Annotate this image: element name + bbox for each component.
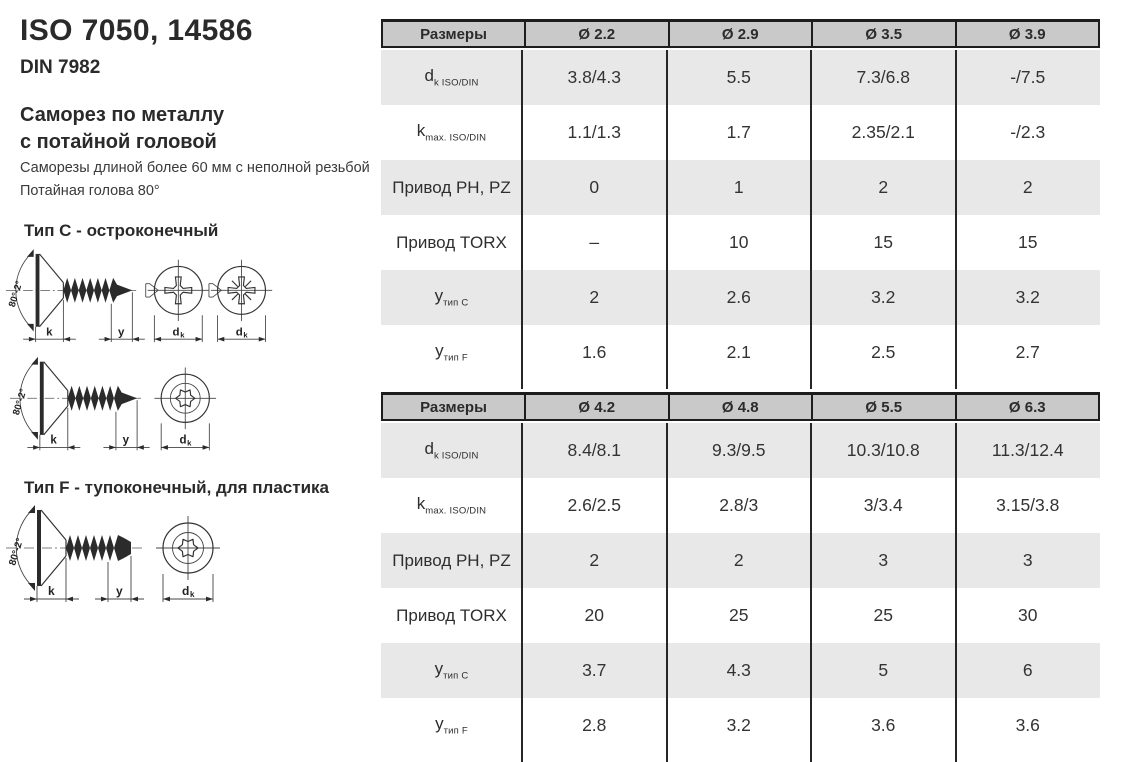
diameter-column-header: Ø 6.3 <box>955 395 1099 419</box>
angle-label: 80°-2° <box>7 536 27 567</box>
value-cell: 4.3 <box>726 660 751 680</box>
value-cell: 15 <box>1018 232 1038 252</box>
value-cell: 3.2 <box>1015 287 1040 307</box>
value-cell: -/7.5 <box>1010 67 1046 87</box>
row-label: Привод TORX <box>396 232 507 252</box>
value-cell: 9.3/9.5 <box>711 440 766 460</box>
row-label: $d_{k ISO/DIN}$ <box>424 439 479 462</box>
angle-label: 80°-2° <box>6 279 26 309</box>
value-cell: 25 <box>729 605 749 625</box>
value-cell: 15 <box>873 232 893 252</box>
column-divider <box>810 423 812 762</box>
table-row <box>381 423 1100 478</box>
angle-label: 80°-2° <box>11 387 30 417</box>
dk-dim-label: d <box>172 326 180 339</box>
value-cell: 3.6 <box>871 715 896 735</box>
value-cell: 2.7 <box>1015 342 1040 362</box>
value-cell: 3.7 <box>582 660 607 680</box>
table-row <box>381 325 1100 380</box>
dimensions-table-large <box>381 392 1100 753</box>
column-divider <box>810 50 812 389</box>
value-cell: 2 <box>1022 177 1033 197</box>
value-cell: 2.35/2.1 <box>851 122 915 142</box>
column-divider <box>955 50 957 389</box>
value-cell: 7.3/6.8 <box>856 67 911 87</box>
table-row <box>381 50 1100 105</box>
torx-recess-view-icon <box>156 516 220 602</box>
value-cell: 5 <box>878 660 889 680</box>
value-cell: 8.4/8.1 <box>567 440 622 460</box>
value-cell: – <box>589 232 600 252</box>
value-cell: -/2.3 <box>1010 122 1046 142</box>
value-cell: 6 <box>1022 660 1033 680</box>
value-cell: 3.2 <box>871 287 896 307</box>
table-row <box>381 643 1100 698</box>
type-f-drawing <box>4 502 224 612</box>
value-cell: 1.1/1.3 <box>567 122 622 142</box>
column-divider <box>666 50 668 389</box>
table-row <box>381 105 1100 160</box>
table-row <box>381 160 1100 215</box>
torx-recess-view-icon <box>154 367 216 450</box>
y-dim-label: y <box>117 326 125 339</box>
value-cell: 2.6 <box>726 287 751 307</box>
diameter-column-header: Ø 2.2 <box>524 22 668 46</box>
value-cell: 2.1 <box>726 342 751 362</box>
column-divider <box>666 423 668 762</box>
value-cell: 1 <box>733 177 744 197</box>
dk-dim-sub: k <box>243 330 248 340</box>
value-cell: 3 <box>878 550 889 570</box>
type-f-heading: Тип F - тупоконечный, для пластика <box>24 478 329 497</box>
value-cell: 3.8/4.3 <box>567 67 622 87</box>
dimension-k <box>27 408 80 450</box>
k-dim-label: k <box>46 326 53 339</box>
value-cell: 3.15/3.8 <box>996 495 1060 515</box>
row-label: $k_{max. ISO/DIN}$ <box>416 494 487 517</box>
screw-side-view-icon <box>6 505 144 602</box>
y-dim-label: y <box>122 434 130 447</box>
row-label: $d_{k ISO/DIN}$ <box>424 66 479 89</box>
value-cell: 2 <box>589 550 600 570</box>
column-divider <box>521 423 523 762</box>
value-cell: 2 <box>733 550 744 570</box>
k-dim-label: k <box>50 434 57 447</box>
screw-side-view-icon <box>6 249 145 342</box>
value-cell: 2 <box>878 177 889 197</box>
table-row <box>381 698 1100 753</box>
table-row <box>381 478 1100 533</box>
value-cell: 3 <box>1022 550 1033 570</box>
table-header-row <box>381 392 1100 421</box>
value-cell: 1.6 <box>582 342 607 362</box>
dk-dim-label: d <box>235 326 243 339</box>
table-body <box>381 50 1100 380</box>
dimension-k <box>23 300 76 342</box>
value-cell: 5.5 <box>726 67 751 87</box>
row-label: $y_{тип F}$ <box>435 714 468 737</box>
product-heading <box>20 102 224 156</box>
description-line1: Саморезы длиной более 60 мм с неполной резьбой <box>20 160 370 176</box>
value-cell: 30 <box>1018 605 1038 625</box>
row-label: Привод PH, PZ <box>392 550 511 570</box>
dk-dim-sub: k <box>187 438 192 448</box>
dimensions-column-header: Размеры <box>420 399 487 416</box>
k-dim-label: k <box>48 584 55 598</box>
value-cell: 2 <box>589 287 600 307</box>
value-cell: 2.6/2.5 <box>567 495 622 515</box>
row-label: $k_{max. ISO/DIN}$ <box>416 121 487 144</box>
diameter-column-header: Ø 4.8 <box>668 395 812 419</box>
table-body <box>381 423 1100 753</box>
type-c-torx-drawing <box>4 354 224 458</box>
value-cell: 2.8/3 <box>719 495 759 515</box>
product-heading-line1: Саморез по металлу <box>20 104 225 126</box>
value-cell: 1.7 <box>726 122 751 142</box>
y-dim-label: y <box>116 584 123 598</box>
type-c-heading: Тип C - остроконечный <box>24 221 219 240</box>
type-c-drawing <box>4 246 276 350</box>
dk-dim-label: d <box>182 584 190 598</box>
row-label: $y_{тип C}$ <box>434 659 469 682</box>
value-cell: 10 <box>729 232 749 252</box>
ph-recess-view-icon <box>146 260 209 342</box>
row-label: $y_{тип C}$ <box>434 286 469 309</box>
column-divider <box>955 423 957 762</box>
dk-dim-sub: k <box>180 330 185 340</box>
description-line2: Потайная голова 80° <box>20 183 160 199</box>
diameter-column-header: Ø 4.2 <box>524 395 668 419</box>
diameter-column-header: Ø 3.5 <box>811 22 955 46</box>
dk-dim-label: d <box>179 434 187 447</box>
column-divider <box>521 50 523 389</box>
value-cell: 3.2 <box>726 715 751 735</box>
table-header-row <box>381 19 1100 48</box>
dk-dim-sub: k <box>190 590 195 599</box>
table-row <box>381 588 1100 643</box>
row-label: Привод TORX <box>396 605 507 625</box>
dimension-y <box>95 556 144 602</box>
value-cell: 25 <box>873 605 893 625</box>
row-label: Привод PH, PZ <box>392 177 511 197</box>
value-cell: 10.3/10.8 <box>846 440 920 460</box>
value-cell: 20 <box>584 605 604 625</box>
product-heading-line2: с потайной головой <box>20 131 217 153</box>
table-row <box>381 270 1100 325</box>
value-cell: 3.6 <box>1015 715 1040 735</box>
left-info-pane <box>0 0 378 753</box>
value-cell: 2.8 <box>582 715 607 735</box>
row-label: $y_{тип F}$ <box>435 341 468 364</box>
dimensions-column-header: Размеры <box>420 26 487 43</box>
din-subtitle: DIN 7982 <box>20 57 101 78</box>
diameter-column-header: Ø 2.9 <box>668 22 812 46</box>
product-description <box>20 157 370 203</box>
diameter-column-header: Ø 5.5 <box>811 395 955 419</box>
dimensions-table-small <box>381 19 1100 380</box>
value-cell: 0 <box>589 177 600 197</box>
screw-side-view-icon <box>10 357 150 450</box>
table-row <box>381 215 1100 270</box>
diameter-column-header: Ø 3.9 <box>955 22 1099 46</box>
value-cell: 3/3.4 <box>863 495 903 515</box>
value-cell: 11.3/12.4 <box>991 440 1064 460</box>
table-row <box>381 533 1100 588</box>
dimension-k <box>24 558 79 602</box>
value-cell: 2.5 <box>871 342 896 362</box>
page-title: ISO 7050, 14586 <box>20 14 253 47</box>
pz-recess-view-icon <box>209 260 272 342</box>
